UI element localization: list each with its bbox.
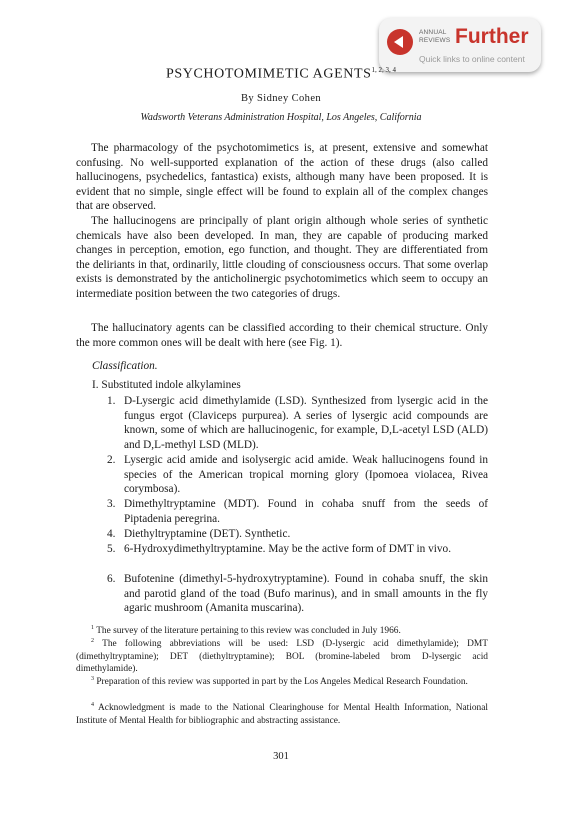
list-item-number: 2. <box>107 454 116 466</box>
badge-line-reviews: REVIEWS <box>419 37 451 44</box>
paragraph-1-text: The pharmacology of the psychotomimetics is, at present, extensive and somewhat confusing. No well-supported explanation of the action of these drugs (also called hallucinogens, psychedelics, fantastica) exists, although many have been proposed. It is evident that no simple, single effect will be found to explain all of the complex changes that are observed. <box>76 142 488 213</box>
badge-line-annual: ANNUAL <box>419 29 447 36</box>
footnote-mark: 3 <box>91 676 94 682</box>
badge-subtitle: Quick links to online content <box>419 54 525 64</box>
list-item-text: Diethyltryptamine (DET). Synthetic. <box>124 528 291 540</box>
annual-reviews-further-badge[interactable] <box>379 18 541 72</box>
article-title-text: PSYCHOTOMIMETIC AGENTS <box>166 66 372 82</box>
affiliation-line: Wadsworth Veterans Administration Hospital, Los Angeles, California <box>140 112 422 123</box>
list-item-text: Dimethyltryptamine (MDT). Found in cohaba snuff from the seeds of Piptadenia peregrina. <box>124 498 488 525</box>
list-item-number: 3. <box>107 498 116 510</box>
list-item <box>107 453 488 497</box>
paragraph-2-text: The hallucinogens are principally of plant origin although whole series of synthetic chemicals have also been developed. In man, they are capable of producing marked changes in perception, emotion, ego function, and thought. They are differentiated from the deliriants in that, ordinarily, little clouding of consciousness occurs. That some overlap exists is demonstrated by the anticholinergic psychotomimetics which seem to occupy an intermediate position between the two categories of drugs. <box>76 215 488 300</box>
list-item <box>107 572 488 616</box>
list-heading: I. Substituted indole alkylamines <box>92 379 241 391</box>
list-item-number: 4. <box>107 528 116 540</box>
paragraph-3-text: The hallucinatory agents can be classified according to their chemical structure. Only the more common ones will be dealt with here (see Fig. 1). <box>76 322 488 349</box>
footnote <box>76 635 488 676</box>
badge-further-label: Further <box>455 25 529 48</box>
list-item-text: D-Lysergic acid dimethylamide (LSD). Synthesized from lysergic acid in the fungus ergot (Claviceps purpurea). A series of lysergic acid compounds are known, some of which are hallucinogenic, for example, D,L-acetyl LSD (ALD) and D,L-methyl LSD (MLD). <box>124 395 488 451</box>
list-item-number: 5. <box>107 543 116 555</box>
author-line: By Sidney Cohen <box>240 93 322 104</box>
paragraph-3 <box>76 321 488 350</box>
footnote <box>76 699 488 727</box>
list-item-number: 1. <box>107 395 116 407</box>
footnote <box>76 673 488 689</box>
page-number: 301 <box>273 751 289 762</box>
title-footnote-marks: 1, 2, 3, 4 <box>371 66 396 74</box>
list-item <box>107 497 488 526</box>
article-title <box>0 66 562 83</box>
footnote-text: The following abbreviations will be used: LSD (D-lysergic acid dimethylamide); DMT (dimethyltryptamine); DET (diethyltryptamine); BOL (bromine-labeled brom D-lysergic acid dimethylamide). <box>76 639 488 675</box>
footnote-mark: 4 <box>91 702 94 708</box>
footnote-mark: 1 <box>91 625 94 631</box>
footnote-mark: 2 <box>91 638 94 644</box>
list-item <box>107 394 488 452</box>
arrow-left-icon <box>387 29 413 55</box>
footnote-text: Preparation of this review was supported in part by the Los Angeles Medical Research Foundation. <box>96 677 468 688</box>
paragraph-2 <box>76 214 488 302</box>
footnote-text: The survey of the literature pertaining to this review was concluded in July 1966. <box>96 626 401 637</box>
section-heading: Classification. <box>92 360 158 372</box>
list-item <box>107 542 488 557</box>
list-item <box>107 527 488 542</box>
footnote-text: Acknowledgment is made to the National Clearinghouse for Mental Health Information, National Institute of Mental Health for bibliographic and abstracting assistance. <box>76 703 489 726</box>
list-item-number: 6. <box>107 573 116 585</box>
list-item-text: 6-Hydroxydimethyltryptamine. May be the active form of DMT in vivo. <box>124 543 452 555</box>
paragraph-1 <box>76 141 488 214</box>
list-item-text: Lysergic acid amide and isolysergic acid amide. Weak hallucinogens found in species of the American tropical morning glory (Ipomoea violacea, Rivea corymbosa). <box>124 454 488 496</box>
list-item-text: Bufotenine (dimethyl-5-hydroxytryptamine). Found in cohaba snuff, the skin and parotid gland of the toad (Bufo marinus), and in small amounts in the fly agaric mushroom (Amanita muscarina). <box>124 573 488 615</box>
